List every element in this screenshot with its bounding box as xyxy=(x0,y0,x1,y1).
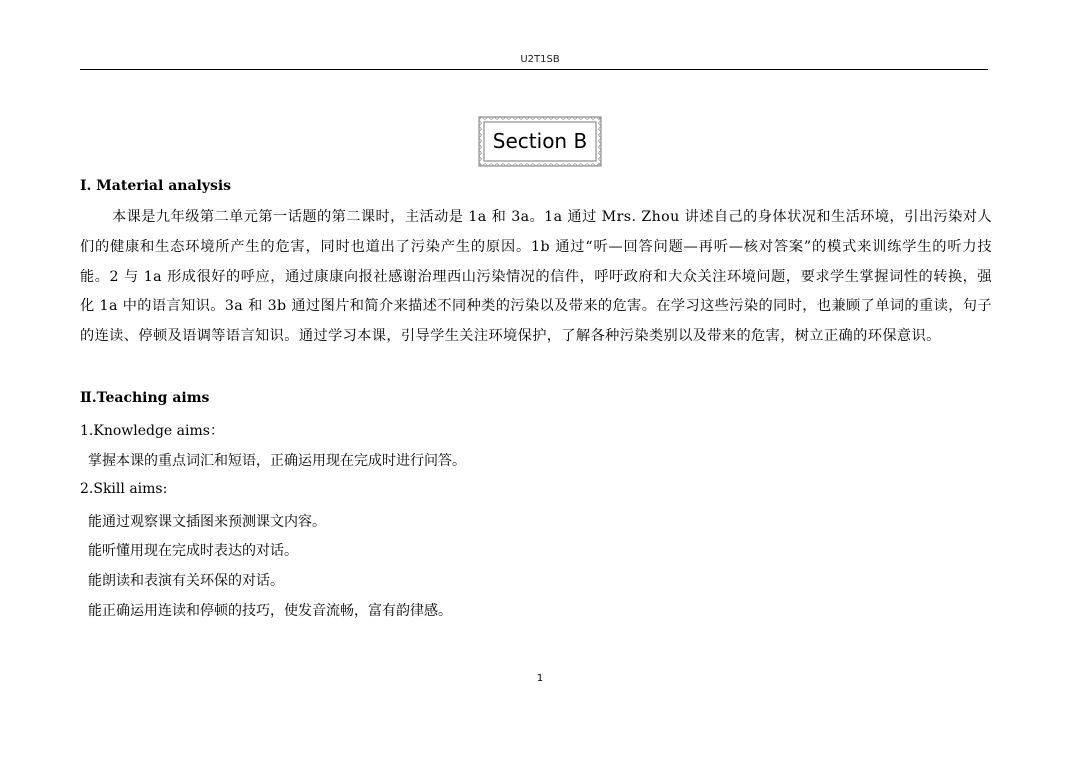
header-rule xyxy=(80,69,988,70)
page-number: 1 xyxy=(536,673,544,684)
section-title: Section B xyxy=(492,129,588,153)
skill-aim-item: 能通过观察课文插图来预测课文内容。 xyxy=(88,514,326,530)
section-title-box xyxy=(478,116,602,167)
teaching-aims-heading: Ⅱ.Teaching aims xyxy=(80,390,210,406)
skill-aim-item: 能听懂用现在完成时表达的对话。 xyxy=(88,543,298,559)
page-header: U2T1SB xyxy=(520,54,560,65)
skill-aim-item: 能朗读和表演有关环保的对话。 xyxy=(88,573,284,589)
material-analysis-paragraph: 本课是九年级第二单元第一话题的第二课时，主活动是 1a 和 3a。1a 通过 Mrs. Zhou 讲述自己的身体状况和生活环境，引出污染对人们的健康和生态环境所产生的危害，同时也道出了污染产生的原因。1b 通过“听—回答问题—再听—核对答案”的模式来训练学生的听力技能。2 与 1a 形成很好的呼应，通过康康向报社感谢治理西山污染情况的信件，呼吁政府和大众关注环境问题，要求学生掌握词性的转换，强化 1a 中的语言知识。3a 和 3b 通过图片和简介来描述不同种类的污染以及带来的危害。在学习这些污染的同时，也兼顾了单词的重读，句子的连读、停顿及语调等语言知识。通过学习本课，引导学生关注环境保护，了解各种污染类别以及带来的危害，树立正确的环保意识。 xyxy=(80,209,992,345)
skill-aims-label: 2.Skill aims: xyxy=(80,481,168,497)
material-analysis-heading: Ⅰ. Material analysis xyxy=(80,178,232,194)
knowledge-aims-label: 1.Knowledge aims： xyxy=(80,423,224,439)
knowledge-aims-text: 掌握本课的重点词汇和短语，正确运用现在完成时进行问答。 xyxy=(88,453,466,469)
skill-aim-item: 能正确运用连读和停顿的技巧，使发音流畅，富有韵律感。 xyxy=(88,603,452,619)
